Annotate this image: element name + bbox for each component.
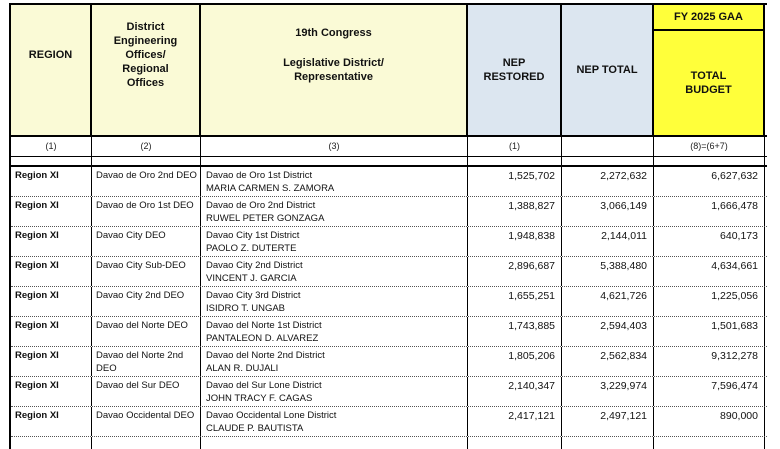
nep-total-value: 2,272,632	[562, 167, 654, 196]
column-number: (1)	[468, 137, 562, 156]
nep-restored-value: 1,525,702	[468, 167, 562, 196]
representative-line: ISIDRO T. UNGAB	[206, 302, 286, 314]
column-number	[562, 137, 654, 156]
table-row	[11, 287, 767, 317]
district-line: Davao del Norte 2nd District	[206, 350, 325, 361]
representative-line: RUWEL PETER GONZAGA	[206, 212, 325, 224]
header-nep-restored	[468, 5, 562, 135]
deo-cell: Davao del Sur DEO	[92, 377, 201, 406]
legislative-cell	[201, 197, 468, 226]
region-cell: Region XI	[11, 227, 92, 256]
region-cell: Region XI	[11, 377, 92, 406]
region-cell: Region XI	[11, 317, 92, 346]
total-budget-value: 890,000	[654, 407, 765, 436]
table-row	[11, 227, 767, 257]
header-nep-restored-line: RESTORED	[483, 71, 545, 83]
nep-total-value: 3,066,149	[562, 197, 654, 226]
spacer-cell	[654, 437, 765, 449]
representative-line: PAOLO Z. DUTERTE	[206, 242, 297, 254]
nep-restored-value: 1,805,206	[468, 347, 562, 376]
nep-total-value: 2,562,834	[562, 347, 654, 376]
nep-restored-value: 2,417,121	[468, 407, 562, 436]
total-budget-value: 1,501,683	[654, 317, 765, 346]
table-row	[11, 257, 767, 287]
representative-line: CLAUDE P. BAUTISTA	[206, 422, 304, 434]
header-total-budget	[654, 31, 763, 135]
header-deo-line: District	[126, 21, 165, 33]
legislative-cell	[201, 257, 468, 286]
column-number: (2)	[92, 137, 201, 156]
nep-restored-value: 2,140,347	[468, 377, 562, 406]
nep-total-value: 5,388,480	[562, 257, 654, 286]
total-budget-value: 7,596,474	[654, 377, 765, 406]
header-fy2025-gaa	[654, 5, 763, 31]
legislative-cell	[201, 407, 468, 436]
table-row	[11, 407, 767, 437]
deo-cell: Davao Occidental DEO	[92, 407, 201, 436]
district-line: Davao del Sur Lone District	[206, 380, 322, 391]
district-line: Davao City 1st District	[206, 230, 300, 241]
nep-total-value: 4,621,726	[562, 287, 654, 316]
column-number: (8)=(6+7)	[654, 137, 765, 156]
spacer-cell	[11, 437, 92, 449]
legislative-cell	[201, 227, 468, 256]
column-number: (1)	[11, 137, 92, 156]
header-deo-line: Offices/	[125, 49, 166, 61]
header-deo	[92, 5, 201, 135]
header-total-budget-line: TOTAL	[690, 70, 727, 82]
spacer-cell	[11, 157, 92, 165]
partial-next-row	[11, 437, 767, 449]
header-fy2025-gaa-label: FY 2025 GAA	[674, 11, 743, 23]
nep-restored-value: 2,896,687	[468, 257, 562, 286]
table-row	[11, 317, 767, 347]
header-deo-line: Offices	[126, 77, 165, 89]
header-deo-line: Engineering	[113, 35, 178, 47]
deo-cell: Davao de Oro 2nd DEO	[92, 167, 201, 196]
table-row	[11, 347, 767, 377]
spacer-cell	[201, 157, 468, 165]
header-legislative-line1: Legislative District/	[283, 57, 384, 69]
column-numbering-row	[11, 137, 767, 157]
district-line: Davao City 2nd District	[206, 260, 303, 271]
nep-total-value: 3,229,974	[562, 377, 654, 406]
nep-total-value: 2,497,121	[562, 407, 654, 436]
region-cell: Region XI	[11, 287, 92, 316]
total-budget-value: 640,173	[654, 227, 765, 256]
spacer-cell	[654, 157, 765, 165]
region-cell: Region XI	[11, 257, 92, 286]
nep-restored-value: 1,388,827	[468, 197, 562, 226]
region-cell: Region XI	[11, 167, 92, 196]
total-budget-value: 1,225,056	[654, 287, 765, 316]
legislative-cell	[201, 347, 468, 376]
representative-line: ALAN R. DUJALI	[206, 362, 279, 374]
header-legislative	[201, 5, 468, 135]
region-cell: Region XI	[11, 197, 92, 226]
region-cell: Region XI	[11, 347, 92, 376]
district-line: Davao de Oro 2nd District	[206, 200, 316, 211]
deo-cell: Davao City DEO	[92, 227, 201, 256]
nep-restored-value: 1,743,885	[468, 317, 562, 346]
column-number: (3)	[201, 137, 468, 156]
table-row	[11, 197, 767, 227]
spacer-cell	[562, 437, 654, 449]
header-congress-title: 19th Congress	[295, 27, 372, 39]
deo-cell: Davao City Sub-DEO	[92, 257, 201, 286]
header-region-label: REGION	[28, 49, 73, 61]
spacer-row	[11, 157, 767, 167]
total-budget-value: 6,627,632	[654, 167, 765, 196]
spacer-cell	[92, 157, 201, 165]
representative-line: PANTALEON D. ALVAREZ	[206, 332, 319, 344]
total-budget-value: 4,634,661	[654, 257, 765, 286]
deo-cell: Davao del Norte DEO	[92, 317, 201, 346]
deo-cell: Davao City 2nd DEO	[92, 287, 201, 316]
total-budget-value: 9,312,278	[654, 347, 765, 376]
nep-restored-value: 1,655,251	[468, 287, 562, 316]
spacer-cell	[201, 437, 468, 449]
header-nep-total	[562, 5, 654, 135]
spacer-cell	[468, 157, 562, 165]
district-line: Davao Occidental Lone District	[206, 410, 337, 421]
deo-cell: Davao de Oro 1st DEO	[92, 197, 201, 226]
header-deo-line: Regional	[122, 63, 169, 75]
nep-total-value: 2,594,403	[562, 317, 654, 346]
spacer-cell	[92, 437, 201, 449]
district-line: Davao City 3rd District	[206, 290, 301, 301]
region-cell: Region XI	[11, 407, 92, 436]
legislative-cell	[201, 287, 468, 316]
legislative-cell	[201, 167, 468, 196]
legislative-cell	[201, 317, 468, 346]
spacer-cell	[562, 157, 654, 165]
spacer-cell	[468, 437, 562, 449]
legislative-cell	[201, 377, 468, 406]
header-region	[11, 5, 92, 135]
representative-line: MARIA CARMEN S. ZAMORA	[206, 182, 335, 194]
header-nep-restored-line: NEP	[502, 57, 526, 69]
table-row	[11, 167, 767, 197]
budget-table	[9, 3, 767, 449]
nep-restored-value: 1,948,838	[468, 227, 562, 256]
deo-cell: Davao del Norte 2nd DEO	[92, 347, 201, 376]
table-header-row	[11, 5, 767, 137]
header-total-budget-line: BUDGET	[685, 84, 732, 96]
table-row	[11, 377, 767, 407]
header-nep-total-label: NEP TOTAL	[576, 64, 638, 76]
header-legislative-line2: Representative	[294, 71, 373, 83]
representative-line: VINCENT J. GARCIA	[206, 272, 297, 284]
district-line: Davao del Norte 1st District	[206, 320, 322, 331]
representative-line: JOHN TRACY F. CAGAS	[206, 392, 313, 404]
header-fy2025-gaa-column	[654, 5, 765, 135]
total-budget-value: 1,666,478	[654, 197, 765, 226]
table-body	[11, 167, 767, 437]
nep-total-value: 2,144,011	[562, 227, 654, 256]
district-line: Davao de Oro 1st District	[206, 170, 313, 181]
